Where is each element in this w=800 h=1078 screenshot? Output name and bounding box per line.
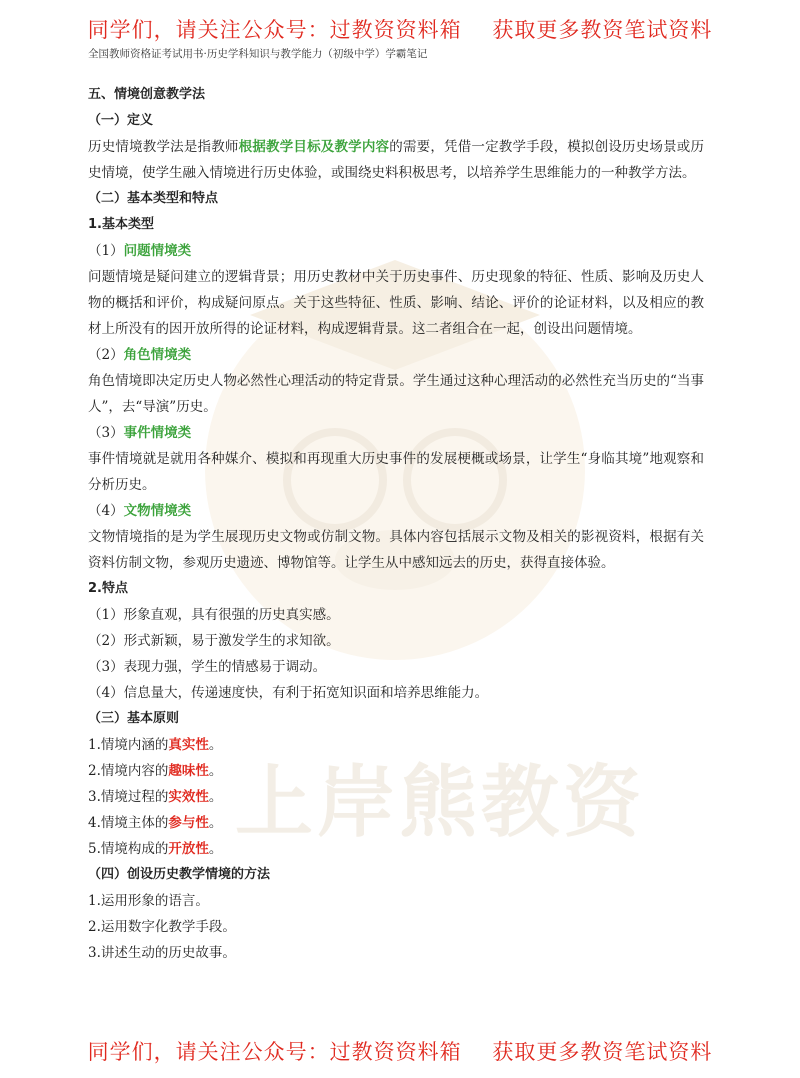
document-body — [88, 82, 704, 966]
principle-item: 1.情境内涵的真实性。 — [88, 737, 223, 753]
feature-item: （1）形象直观，具有很强的历史真实感。 — [88, 607, 340, 623]
type-heading: （1）问题情境类 — [88, 243, 192, 259]
features-subheading: 2.特点 — [88, 581, 128, 596]
section-title: 五、情境创意教学法 — [88, 87, 206, 102]
type-paragraph: 事件情境就是就用各种媒介、模拟和再现重大历史事件的发展梗概或场景，让学生“身临其境”地观察和分析历史。 — [88, 451, 704, 493]
watermark-text: 上岸熊教资 — [235, 758, 646, 848]
promo-banner-bottom: 同学们，请关注公众号：过教资资料箱 获取更多教资笔试资料 — [87, 1040, 713, 1064]
principle-item: 4.情境主体的参与性。 — [88, 815, 223, 831]
method-item: 3.讲述生动的历史故事。 — [88, 945, 236, 961]
feature-item: （3）表现力强，学生的情感易于调动。 — [88, 659, 327, 675]
principle-item: 2.情境内容的趣味性。 — [88, 763, 223, 779]
principle-item: 5.情境构成的开放性。 — [88, 841, 223, 857]
definition-paragraph: 历史情境教学法是指教师根据教学目标及教学内容的需要，凭借一定教学手段，模拟创设历史场景或历史情境，使学生融入情境进行历史体验，或围绕史料积极思考，以培养学生思维能力的一种教学方法。 — [88, 139, 704, 181]
type-paragraph: 角色情境即决定历史人物必然性心理活动的特定背景。学生通过这种心理活动的必然性充当历史的“当事人”，去“导演”历史。 — [88, 373, 704, 415]
types-subheading: 1.基本类型 — [88, 217, 154, 232]
principle-item: 3.情境过程的实效性。 — [88, 789, 223, 805]
feature-item: （2）形式新颖，易于激发学生的求知欲。 — [88, 633, 340, 649]
promo-banner-top: 同学们，请关注公众号：过教资资料箱 获取更多教资笔试资料 — [87, 18, 713, 42]
definition-heading: （一）定义 — [88, 113, 154, 128]
definition-highlight: 根据教学目标及教学内容 — [238, 139, 390, 155]
feature-item: （4）信息量大，传递速度快，有利于拓宽知识面和培养思维能力。 — [88, 685, 489, 701]
type-heading: （3）事件情境类 — [88, 425, 192, 441]
type-heading: （4）文物情境类 — [88, 503, 192, 519]
types-heading: （二）基本类型和特点 — [88, 191, 219, 206]
principles-heading: （三）基本原则 — [88, 711, 180, 726]
methods-heading: （四）创设历史教学情境的方法 — [88, 867, 271, 882]
type-heading: （2）角色情境类 — [88, 347, 192, 363]
book-subtitle: 全国教师资格证考试用书·历史学科知识与教学能力（初级中学）学霸笔记 — [88, 48, 428, 60]
method-item: 2.运用数字化教学手段。 — [88, 919, 236, 935]
method-item: 1.运用形象的语言。 — [88, 893, 209, 909]
type-paragraph: 问题情境是疑问建立的逻辑背景；用历史教材中关于历史事件、历史现象的特征、性质、影响及历史人物的概括和评价，构成疑问原点。关于这些特征、性质、影响、结论、评价的论证材料，以及相应的教材上所没有的因开放所得的论证材料，构成逻辑背景。这二者组合在一起，创设出问题情境。 — [88, 269, 704, 337]
type-paragraph: 文物情境指的是为学生展现历史文物或仿制文物。具体内容包括展示文物及相关的影视资料，根据有关资料仿制文物，参观历史遗迹、博物馆等。让学生从中感知远去的历史，获得直接体验。 — [88, 529, 704, 571]
